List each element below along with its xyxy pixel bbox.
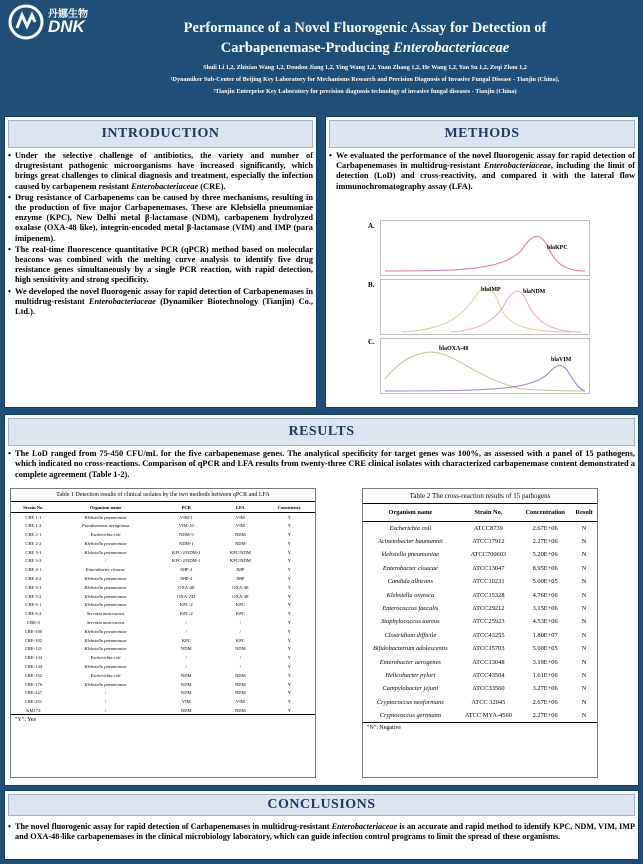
table1-cell: CRE-100 <box>24 628 43 634</box>
table2-cell: ATCC700603 <box>470 551 507 559</box>
table1-cell: Y <box>287 655 291 661</box>
table2-cell: N <box>581 605 587 613</box>
table1-cell: IMP <box>236 567 245 573</box>
table1-cell: Y <box>287 681 291 687</box>
table2-cell: ATCC MYA-4560 <box>464 711 512 719</box>
table1-note: "Y": Yes <box>15 717 36 724</box>
table1-header-3: LFA <box>235 504 245 510</box>
table1-cell: Y <box>287 584 291 590</box>
table2-cell: ATCC 32045 <box>471 698 506 706</box>
table1-cell: KPC <box>235 602 245 608</box>
table2-row <box>363 522 597 535</box>
table2-cell: Candida albicans <box>387 578 433 586</box>
table1-header-1: Organism name <box>89 504 122 510</box>
table1-cell: Escherichia coli <box>90 672 121 678</box>
table2-cell: N <box>581 671 587 679</box>
table2-cell: 2.27E+06 <box>532 711 558 719</box>
table1-cell: Klebsiella pneumoniae <box>84 663 127 669</box>
table1-cell: Y <box>287 637 291 643</box>
table2-header-3: Result <box>575 509 593 516</box>
introduction-body <box>8 151 313 318</box>
table2-cell: Cryptococcus neoformans <box>376 698 444 706</box>
label-oxa: blaOXA-48 <box>439 346 469 352</box>
methods-bullet-1: • We evaluated the performance of the novel fluorogenic assay for rapid detection of Carbapenemases in multidrug-resistant Enterobacteriaceae, including the limit of detection (LoD) and cross-reactivity, and compared it with the lateral flow immunochromatography assay (LFA). <box>329 151 635 192</box>
table1-container <box>10 488 316 778</box>
table2-body <box>363 522 597 723</box>
table1-cell: CRE 4-1 <box>25 567 42 573</box>
melt-curve-b-svg <box>381 280 589 334</box>
table1-cell: KPC <box>235 611 245 617</box>
table2-cell: ATCC43504 <box>472 671 505 679</box>
table2-cell: 5.20E+06 <box>532 551 558 559</box>
table1-cell: Y <box>287 699 291 705</box>
table2-cell: N <box>581 538 587 546</box>
table1-cell: Escherichia coli <box>90 531 121 537</box>
table2-cell: 2.67E+06 <box>532 698 558 706</box>
table1-cell: Y <box>287 663 291 669</box>
table1-caption: Table 1 Detection results of clinical isolates by the two methods between qPCR and LFA <box>56 492 270 498</box>
table2-cell: N <box>581 698 587 706</box>
melt-curve-plot-c <box>380 338 590 394</box>
melt-curve-plot-a <box>380 220 590 276</box>
table1-cell: / <box>185 628 187 634</box>
table1-cell: CRE 6-1 <box>25 602 42 608</box>
table1-row <box>11 521 315 530</box>
table2-cell: ATCC43255 <box>472 631 505 639</box>
table2-cell: Klebsiella oxytoca <box>386 591 435 599</box>
table2-cell: ATCC33560 <box>472 685 505 693</box>
table1-row <box>11 592 315 601</box>
table1-cell: CRE-152 <box>24 672 43 678</box>
table1-cell: CRE-121 <box>24 646 43 652</box>
table1-cell: / <box>104 707 107 713</box>
table2-cell: Clostridium difficile <box>384 631 437 639</box>
table1-cell: Klebsiella pneumoniae <box>84 628 127 634</box>
table1-cell: Klebsiella pneumoniae <box>84 646 127 652</box>
company-logo <box>8 4 103 40</box>
table1-cell: Klebsiella pneumoniae <box>84 575 127 581</box>
table2-cell: N <box>581 685 587 693</box>
table1-cell: OXA-48 <box>232 593 249 599</box>
table1-row <box>11 609 315 618</box>
table2-caption: Table 2 The cross-reaction results of 15 pathogens <box>409 492 551 500</box>
table1-cell: IMP <box>236 575 245 581</box>
intro-bullet-2: • Drug resistance of Carbapenems can be caused by three mechanisms, resulting in the production of five major Carbapenemases. These are Klebsiella pneumoniae enzyme (KPC), New Delhi metal β-lactamase (NDM), carbapenem hydrolyzed oxalase (OXA-48 like), integrin-encoded metal β-lactamase (VIM) and IMP (para imipenem). <box>8 193 313 244</box>
label-imp: blaIMP <box>481 287 501 293</box>
table1-cell: Serratia marcescens <box>86 611 125 617</box>
label-kpc: blaKPC <box>547 245 568 251</box>
table2-cell: 1.80E+07 <box>532 631 558 639</box>
table1-cell: / <box>185 655 187 661</box>
table2-cell: N <box>581 711 587 719</box>
table2-header-2: Concentration <box>525 509 565 516</box>
table1-cell: Y <box>287 523 291 529</box>
table1-cell: Klebsiella pneumoniae <box>84 681 127 687</box>
table2-row <box>363 602 597 615</box>
melt-curve-c-svg <box>381 339 589 393</box>
table2-cell: klebsiella pneumoniae <box>381 551 439 559</box>
poster-header <box>0 0 643 116</box>
table2-cell: Bifidobacterium adolescentis <box>372 645 448 653</box>
table1-cell: KPC/NDM <box>229 549 251 555</box>
table1-cell: Y <box>287 611 291 617</box>
table1-row <box>11 556 315 565</box>
table2-cell: Staphylococcus aureus <box>381 618 440 626</box>
table2-cell: ATCC15328 <box>472 591 505 599</box>
table2-cell: N <box>581 645 587 653</box>
table2-cell: ATCC8739 <box>473 524 503 532</box>
table1-row <box>11 636 315 645</box>
table1-cell: VIM-1 <box>179 514 193 520</box>
table1-cell: Y <box>287 558 291 564</box>
intro-bullet-3: • The real-time fluorescence quantitative PCR (qPCR) method based on molecular beacons was combined with the melting curve analysis to identify five drug resistance genes simultaneously by a single PCR reaction, with rapid detection, high sensitivity and strong specificity. <box>8 245 313 286</box>
table2-cell: Escherichia coli <box>389 524 432 532</box>
table1-cell: NDM <box>234 707 246 713</box>
curve-ndm <box>451 291 581 332</box>
table2-row <box>363 655 597 668</box>
table1-row <box>11 530 315 539</box>
table1-cell: NDM <box>234 690 246 696</box>
table1-cell: Y <box>287 593 291 599</box>
table1-cell: Y <box>287 540 291 546</box>
conclusions-heading: CONCLUSIONS <box>8 794 635 816</box>
table2-cell: Enterobacter cloacae <box>382 564 438 572</box>
table2-cell: N <box>581 524 587 532</box>
table2-cell: Enterococcus faecalis <box>382 605 439 613</box>
table1-row <box>11 548 315 557</box>
intro-bullet-4: • We developed the novel fluorogenic assay for rapid detection of Carbapenemases in multidrug-resistant Enterobacteriaceae (Dynamiker Biotechnology (Tianjin) Co., Ltd.). <box>8 287 313 318</box>
table1-row <box>11 644 315 653</box>
label-ndm: blaNDM <box>523 289 546 295</box>
title-italic: Enterobacteriaceae <box>393 40 510 56</box>
table1-cell: Klebsiella pneumoniae <box>84 637 127 643</box>
table1-cell: NDM <box>180 681 192 687</box>
table1-cell: NDM <box>234 540 246 546</box>
conclusions-bullet: • The novel fluorogenic assay for rapid detection of Carbapenemases in multidrug-resistant Enterobacteriaceae is an accurate and rapid method to identify KPC, NDM, VIM, IMP and OXA-48-like carbapenemases in the clinical microbiology laboratory, which can guide infection control programs to limit the spread of these organisms. <box>8 822 635 842</box>
table2-cell: ATCC25923 <box>472 618 505 626</box>
table2-row <box>363 642 597 655</box>
table2-row <box>363 709 597 722</box>
table2-cell: N <box>581 578 587 586</box>
table2-cell: ATCC17912 <box>472 538 505 546</box>
table1-cell: KPC/NDM <box>229 558 251 564</box>
table1-cell: NDM-5 <box>179 531 194 537</box>
table1-row <box>11 653 315 662</box>
table1-row <box>11 565 315 574</box>
table1-cell: Klebsiella pneumoniae <box>84 549 127 555</box>
table1-row <box>11 513 315 522</box>
table1-cell: Klebsiella pneumoniae <box>84 593 127 599</box>
table1-header-4: Consistency <box>277 504 301 510</box>
affiliation-2: ²Tianjin Enterprise Key Laboratory for precision diagnosis technology of invasive fungal diseases - Tianjin (China) <box>213 88 517 95</box>
table1-cell: VIM-10 <box>178 523 194 529</box>
table1-row <box>11 583 315 592</box>
table2-cell: 4.76E+06 <box>532 591 558 599</box>
table1-cell: Y <box>287 531 291 537</box>
table1-cell: VIM <box>235 523 245 529</box>
table1-cell: OXA-48 <box>232 584 249 590</box>
table2-cell: ATCC10231 <box>472 578 505 586</box>
table2-cell: ATCC15703 <box>472 645 505 653</box>
table1-row <box>11 688 315 697</box>
table2-cell: 3.27E+06 <box>532 685 558 693</box>
table2-cell: ATCC13047 <box>472 564 505 572</box>
table2-row <box>363 562 597 575</box>
table2-cell: N <box>581 618 587 626</box>
table2-header-1: Strain No. <box>474 509 503 516</box>
table2-cell: Helicobacter pylori <box>385 671 436 679</box>
table1-cell: NDM <box>180 707 192 713</box>
table1-cell: KPC-2 <box>179 602 193 608</box>
table1-cell: NDM <box>234 646 246 652</box>
table1-cell: Serratia marcescens <box>86 619 125 625</box>
table1-cell: KM174 <box>26 707 41 713</box>
table2-cell: N <box>581 591 587 599</box>
table2-cell: Campylobacter jejuni <box>382 685 439 693</box>
table1-cell: NDM <box>180 690 192 696</box>
table1-row <box>11 539 315 548</box>
table2-row <box>363 535 597 548</box>
table1-cell: NDM <box>180 672 192 678</box>
table1-cell: CRE 4-2 <box>25 575 42 581</box>
table2-cell: 3.19E+06 <box>532 658 558 666</box>
table1-cell: Pseudomonas aeruginosa <box>81 523 130 529</box>
table1-cell: CRE-227 <box>24 690 43 696</box>
table1-cell: OXA-232 <box>177 593 196 599</box>
table1-cell: KPC-2/NDM-1 <box>172 558 201 564</box>
affiliation-1: ¹Dynamiker Sub-Center of Beijing Key Laboratory for Mechanisms Research and Precision Diagnosis of Invasive Fungal Disease - Tianjin (China), <box>170 76 560 83</box>
table1-cell: Escherichia coli <box>90 655 121 661</box>
table1-cell: NDM <box>234 681 246 687</box>
table1-cell: CRE 5-2 <box>25 593 42 599</box>
table1-cell: VIM <box>235 514 245 520</box>
intro-bullet-1: • Under the selective challenge of antibiotics, the variety and number of drugresistant pathogenic microorganisms have increased significantly, which brings great challenges to clinical diagnosis and treatment, especially the infection caused by carbapenem resistant Enterobacteriaceae (CRE). <box>8 151 313 192</box>
table1-cell: Klebsiella pneumoniae <box>84 514 127 520</box>
table2-header-row <box>363 504 597 522</box>
table1-cell: NDM <box>234 672 246 678</box>
table2-cell: 5.00E+05 <box>532 578 558 586</box>
panel-label-c: C. <box>368 338 375 346</box>
table1-row <box>11 671 315 680</box>
table1-cell: KPC <box>181 637 191 643</box>
table1-cell: CRE-102 <box>24 637 43 643</box>
table2-row <box>363 588 597 601</box>
table2-note: "N": Negative <box>367 724 402 731</box>
table1-cell: / <box>185 663 187 669</box>
table2-cell: Cryptococcus gertmann <box>379 711 441 719</box>
table2-row <box>363 629 597 642</box>
table2-cell: N <box>581 658 587 666</box>
title-plain: Carbapenemase-Producing <box>220 40 394 56</box>
melt-curve-a-svg <box>381 221 589 275</box>
table2-row <box>363 669 597 682</box>
results-bullet: • The LoD ranged from 75-450 CFU/mL for the five carbapenemase genes. The analytical specificity for target genes was 100%, as assessed with a panel of 15 pathogens, which indicated no cross-reactions. Comparison of qPCR and LFA results from twenty-three CRE clinical isolates with characterized carbapenemase content demonstrated a complete agreement (Table 1-2). <box>8 449 635 480</box>
table1-cell: CRE-134 <box>24 655 43 661</box>
table2-cell: N <box>581 551 587 559</box>
logo-icon <box>8 4 44 40</box>
table1-cell: / <box>239 655 241 661</box>
table1-cell: CRE-251 <box>24 699 43 705</box>
table1-cell: IMP-4 <box>180 575 193 581</box>
table1-cell: VIM <box>235 699 245 705</box>
table2-cell: ATCC13048 <box>472 658 505 666</box>
panel-label-a: A. <box>368 222 375 230</box>
table1-cell: Y <box>287 672 291 678</box>
table2-row <box>363 615 597 628</box>
logo-cn-text: 丹娜生物 <box>48 9 88 20</box>
table1-cell: Y <box>287 628 291 634</box>
poster-title-line1: Performance of a Novel Fluorogenic Assay for Detection of <box>183 20 547 36</box>
conclusions-body <box>8 822 635 843</box>
table1-cell: OXA-48 <box>178 584 195 590</box>
curve-vim <box>385 366 585 392</box>
panel-label-b: B. <box>368 281 375 289</box>
table1 <box>11 501 315 715</box>
table1-header-row <box>11 502 315 513</box>
table1-cell: CRE 2-1 <box>25 531 42 537</box>
table2-cell: 1.61E+06 <box>532 671 558 679</box>
table1-cell: / <box>239 628 241 634</box>
table1-row <box>11 662 315 671</box>
methods-heading: METHODS <box>329 120 635 148</box>
table1-cell: Y <box>287 707 291 713</box>
table1-cell: Y <box>287 567 291 573</box>
table1-cell: Klebsiella pneumoniae <box>84 584 127 590</box>
table2-cell: 3.15E+06 <box>532 605 558 613</box>
curve-imp <box>401 288 571 332</box>
table1-cell: Y <box>287 646 291 652</box>
table2-header-0: Organism name <box>388 509 433 516</box>
table1-header-2: PCR <box>181 504 192 510</box>
table1-cell: NDM <box>180 646 192 652</box>
table1-cell: Y <box>287 514 291 520</box>
table1-cell: KPC-2/NDM-1 <box>172 549 201 555</box>
table2-cell: N <box>581 564 587 572</box>
table1-cell: CRE-0 <box>27 619 40 625</box>
results-body <box>8 449 635 481</box>
results-heading: RESULTS <box>8 418 635 446</box>
table2-row <box>363 575 597 588</box>
table1-row <box>11 618 315 627</box>
table1-cell: / <box>185 619 187 625</box>
table1-row <box>11 627 315 636</box>
table1-cell: CRE 3-2 <box>25 558 42 564</box>
table1-cell: / <box>104 558 107 564</box>
table1-row <box>11 697 315 706</box>
table1-cell: Klebsiella pneumoniae <box>84 602 127 608</box>
curve-kpc <box>385 236 585 271</box>
table1-cell: VIM <box>181 699 191 705</box>
table1-cell: / <box>239 619 241 625</box>
table1-cell: Enterobacter cloacae <box>85 567 126 573</box>
table1-cell: IMP-4 <box>180 567 193 573</box>
table2 <box>363 503 597 723</box>
table1-cell: Y <box>287 602 291 608</box>
methods-body <box>329 151 635 193</box>
table2-row <box>363 548 597 561</box>
table1-cell: Y <box>287 575 291 581</box>
label-vim: blaVIM <box>551 357 572 363</box>
table2-cell: ATCC29212 <box>472 605 505 613</box>
table1-cell: CRE 2-2 <box>25 540 42 546</box>
table1-cell: / <box>239 663 241 669</box>
table2-cell: 4.53E+06 <box>532 618 558 626</box>
table1-cell: CRE 1-2 <box>25 523 42 529</box>
table2-row <box>363 682 597 695</box>
table1-row <box>11 600 315 609</box>
table1-body <box>11 513 315 715</box>
table2-cell: Enterobacter aerogenes <box>379 658 441 666</box>
table1-cell: CRE-176 <box>24 681 43 687</box>
table1-row <box>11 574 315 583</box>
table1-cell: KPC-2 <box>179 611 193 617</box>
table1-cell: / <box>104 690 107 696</box>
table1-cell: Y <box>287 619 291 625</box>
table1-cell: CRE 1-1 <box>25 514 42 520</box>
table1-cell: Klebsiella pneumoniae <box>84 540 127 546</box>
table1-cell: CRE 6-2 <box>25 611 42 617</box>
table2-cell: 2.67E+06 <box>532 524 558 532</box>
authors: Shuli Li 1,2, Zhixian Wang 1,2, Doudou Jiang 1,2, Ying Wang 1,2, Yuan Zhang 1,2, He Wang 1,2, Yan Su 1,2, Zeqi Zhou 1,2 <box>203 64 527 71</box>
melt-curve-plot-b <box>380 279 590 335</box>
table2-cell: 5.00E+05 <box>532 645 558 653</box>
table1-row <box>11 680 315 689</box>
table1-cell: Y <box>287 690 291 696</box>
table1-cell: Y <box>287 549 291 555</box>
table2-cell: Acinetobacter baumannii <box>377 538 443 546</box>
table1-cell: NDM <box>234 531 246 537</box>
poster-title-line2 <box>110 40 620 57</box>
table2-cell: N <box>581 631 587 639</box>
logo-text: DNK <box>48 17 85 36</box>
table1-cell: KPC <box>235 637 245 643</box>
table1-row <box>11 706 315 715</box>
table1-header-0: Strain No. <box>23 504 44 510</box>
table2-container <box>362 488 598 778</box>
table1-cell: CRE 5-1 <box>25 584 42 590</box>
table2-row <box>363 696 597 709</box>
table1-cell: CRE-144 <box>24 663 43 669</box>
table1-cell: CRE 3-1 <box>25 549 42 555</box>
table1-cell: / <box>104 699 107 705</box>
table2-cell: 2.27E+06 <box>532 538 558 546</box>
table1-cell: NDM-1 <box>179 540 194 546</box>
table2-cell: 8.95E+06 <box>532 564 558 572</box>
introduction-heading: INTRODUCTION <box>8 120 313 148</box>
